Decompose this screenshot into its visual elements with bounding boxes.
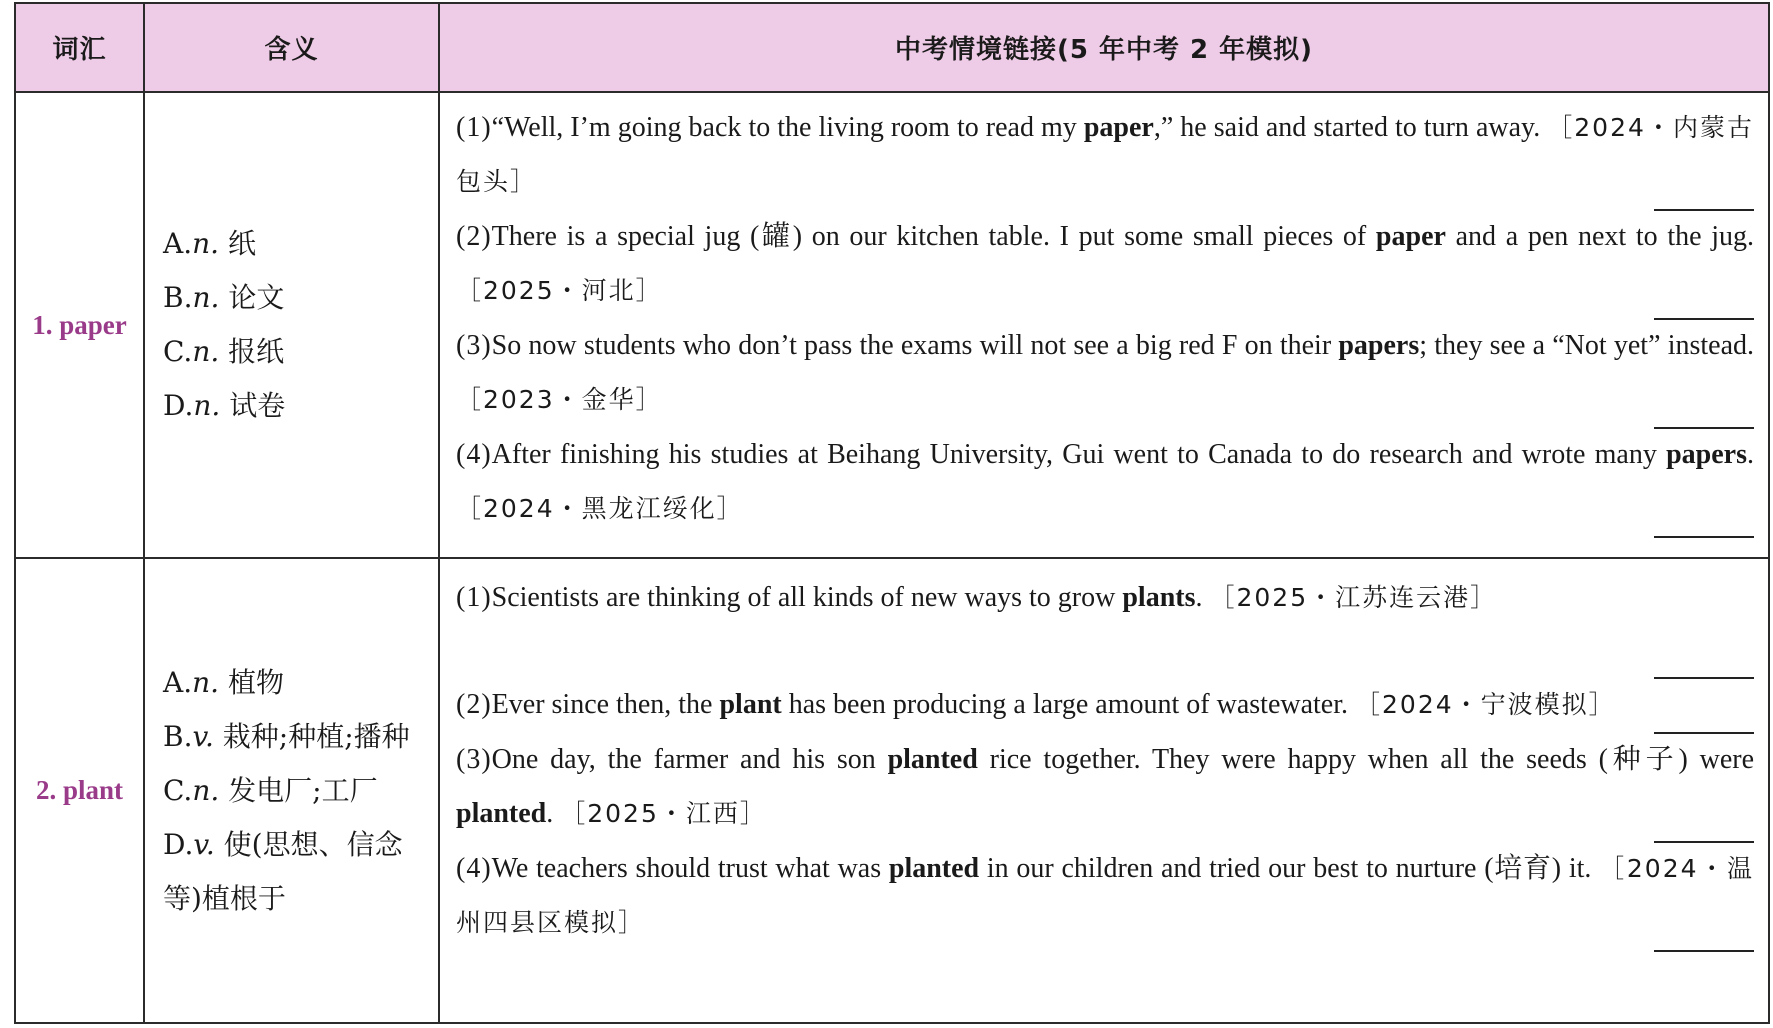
- source-tag: ［2025・江苏连云港］: [1209, 583, 1498, 612]
- meaning-item: A.n. 纸: [163, 227, 256, 260]
- example-sentence: (4)After finishing his studies at Beihang University, Gui went to Canada to do research and wrote many papers. ［2024・黑龙江绥化］: [456, 439, 1754, 523]
- example-sentence: (2)Ever since then, the plant has been producing a large amount of wastewater. ［2024・宁波模拟］: [456, 689, 1616, 720]
- source-tag: ［2024・黑龙江绥化］: [456, 494, 744, 523]
- meaning-item: D.v. 使(思想、信念等)植根于: [163, 827, 403, 915]
- meanings-cell: [144, 92, 439, 558]
- table-row-plant: [15, 558, 1769, 1023]
- meaning-item: C.n. 报纸: [163, 335, 285, 368]
- answer-blank[interactable]: [1654, 950, 1754, 953]
- example-sentence: (2)There is a special jug (罐) on our kitchen table. I put some small pieces of paper and a pen next to the jug. ［2025・河北］: [456, 221, 1754, 305]
- example-sentence: (1)“Well, I’m going back to the living room to read my paper,” he said and started to turn away. ［2024・内蒙古包头］: [456, 112, 1755, 196]
- source-tag: ［2024・宁波模拟］: [1355, 690, 1616, 719]
- meaning-item: A.n. 植物: [163, 665, 284, 699]
- spacer: [456, 625, 1754, 677]
- examples-cell: [439, 558, 1769, 1023]
- word-cell: 2. plant: [15, 558, 144, 1023]
- table-header-row: [15, 3, 1769, 92]
- meaning-item: C.n. 发电厂;工厂: [163, 773, 378, 807]
- meaning-item: B.n. 论文: [163, 281, 285, 314]
- table-row-paper: [15, 92, 1769, 558]
- vocabulary-table: [14, 2, 1770, 1024]
- source-tag: ［2024・温州四县区模拟］: [456, 854, 1754, 937]
- meaning-item: B.v. 栽种;种植;播种: [163, 719, 410, 753]
- meaning-item: D.n. 试卷: [163, 389, 286, 422]
- example-sentence: (3)One day, the farmer and his son planted rice together. They were happy when all the seeds (种子) were planted. ［2025・江西］: [456, 744, 1755, 829]
- word-cell: 1. paper: [15, 92, 144, 558]
- meanings-cell: [144, 558, 439, 1023]
- example-sentence: (4)We teachers should trust what was planted in our children and tried our best to nurture (培育) it. ［2024・温州四县区模拟］: [456, 853, 1754, 937]
- vocabulary-table-container: [14, 2, 1770, 1024]
- source-tag: ［2025・河北］: [456, 276, 663, 305]
- answer-blank[interactable]: [1654, 536, 1754, 539]
- source-tag: ［2025・江西］: [560, 799, 767, 828]
- source-tag: ［2024・内蒙古包头］: [456, 113, 1755, 196]
- source-tag: ［2023・金华］: [456, 385, 663, 414]
- examples-cell: [439, 92, 1769, 558]
- header-context: 中考情境链接(5 年中考 2 年模拟): [439, 3, 1769, 92]
- example-sentence: (3)So now students who don’t pass the exams will not see a big red F on their papers; they see a “Not yet” instead. ［2023・金华］: [456, 330, 1755, 414]
- header-word: 词汇: [15, 3, 144, 92]
- header-meaning: 含义: [144, 3, 439, 92]
- example-sentence: (1)Scientists are thinking of all kinds of new ways to grow plants. ［2025・江苏连云港］: [456, 582, 1498, 613]
